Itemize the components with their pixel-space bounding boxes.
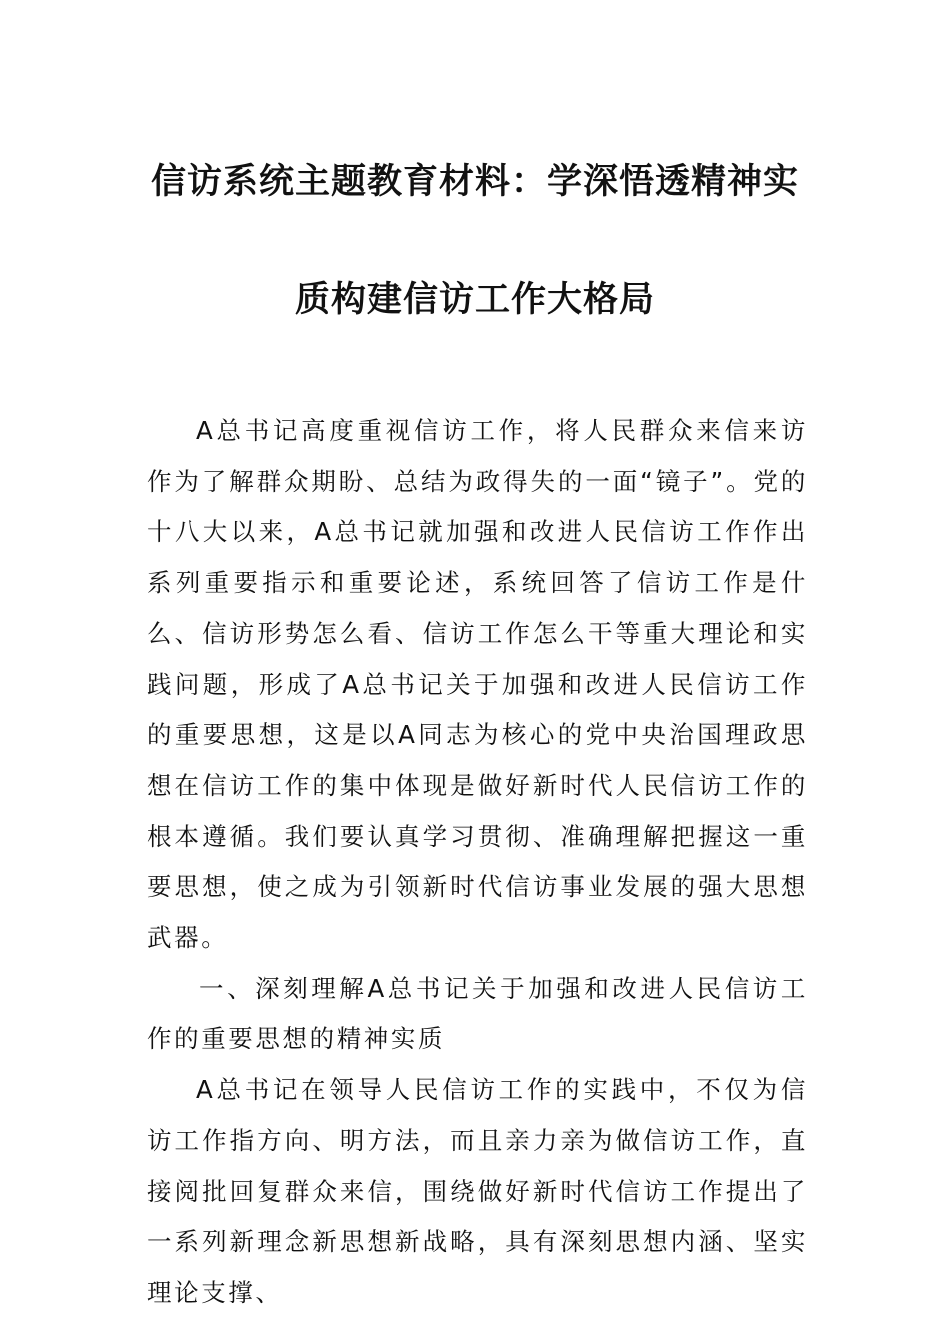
paragraph-intro: A总书记高度重视信访工作，将人民群众来信来访作为了解群众期盼、总结为政得失的一面“镜子”。党的十八大以来，A总书记就加强和改进人民信访工作作出系列重要指示和重要论述，系统回答了信访工作是什么、信访形势怎么看、信访工作怎么干等重大理论和实践问题，形成了A总书记关于加强和改进人民信访工作的重要思想，这是以A同志为核心的党中央治国理政思想在信访工作的集中体现是做好新时代人民信访工作的根本遵循。我们要认真学习贯彻、准确理解把握这一重要思想，使之成为引领新时代信访事业发展的强大思想武器。 <box>147 416 808 953</box>
section-heading-1: 一、深刻理解A总书记关于加强和改进人民信访工作的重要思想的精神实质 <box>147 973 808 1054</box>
document-body <box>147 406 808 1319</box>
paragraph-section-1: A总书记在领导人民信访工作的实践中，不仅为信访工作指方向、明方法，而且亲力亲为做信访工作，直接阅批回复群众来信，围绕做好新时代信访工作提出了一系列新理念新思想新战略，具有深刻思想内涵、坚实理论支撑、 <box>147 1075 808 1307</box>
document-title-line-1: 信访系统主题教育材料：学深悟透精神实 <box>150 161 799 202</box>
document-title-line-2: 质构建信访工作大格局 <box>294 279 655 320</box>
